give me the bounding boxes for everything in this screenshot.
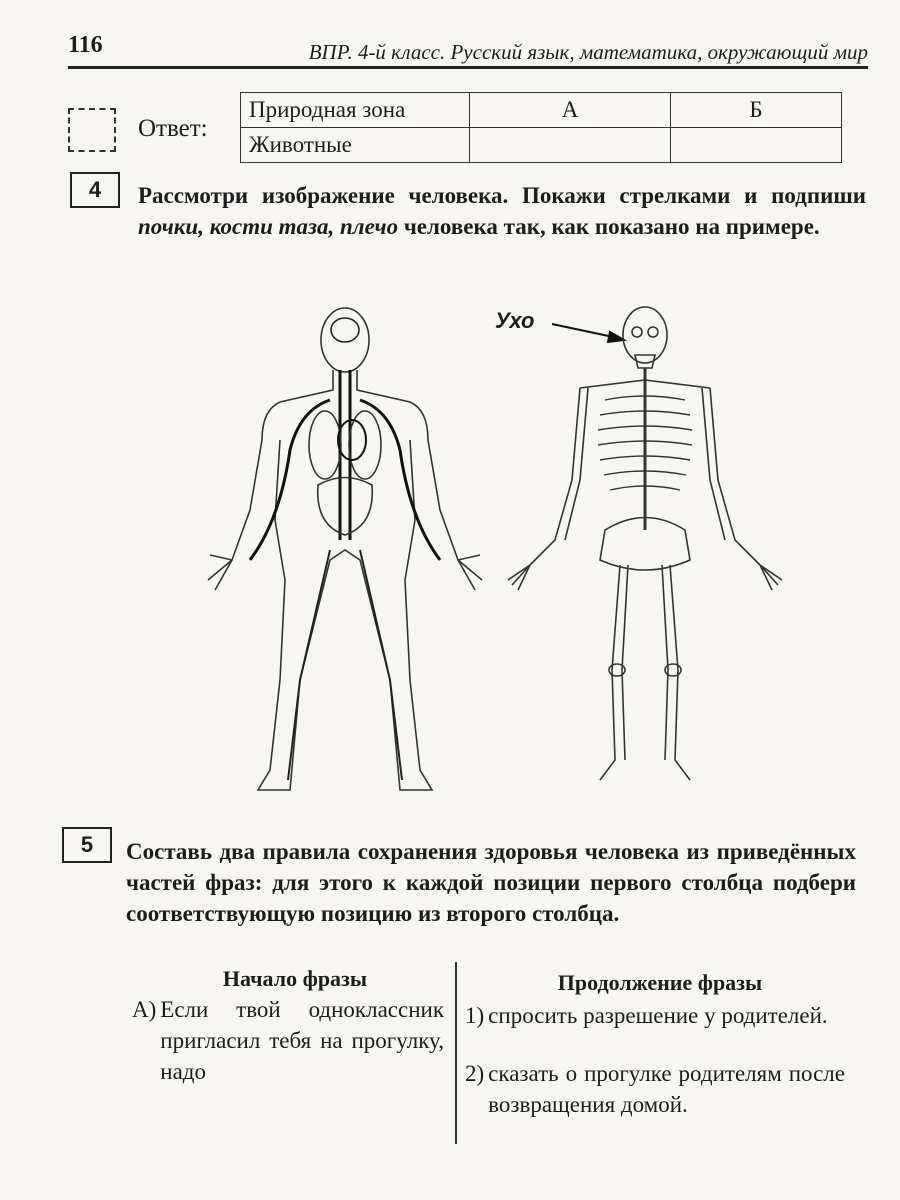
table-cell: Б: [671, 93, 842, 128]
item-text: сказать о прогулке родителям после возвращения домой.: [488, 1061, 845, 1117]
page-number: 116: [68, 32, 103, 58]
score-box: [68, 108, 116, 152]
task-number: 4: [70, 172, 120, 208]
list-item: [465, 1058, 845, 1120]
table-cell: Животные: [241, 128, 470, 163]
answer-label: Ответ:: [138, 115, 208, 142]
item-label: 2): [465, 1061, 485, 1086]
table-row: [241, 128, 842, 163]
task-number: 5: [62, 827, 112, 863]
right-column-header: Продолжение фразы: [557, 970, 763, 995]
task-4-text: [138, 180, 866, 242]
item-text: Если твой одноклассник пригласил тебя на прогулку, надо: [160, 997, 444, 1084]
ear-label: Ухо: [495, 308, 535, 333]
circulatory-body-figure: [208, 308, 482, 790]
task-text: Рассмотри изображение человека. Покажи стрелками и подпиши: [138, 183, 866, 208]
table-cell-answer[interactable]: [671, 128, 842, 163]
item-label: А): [132, 997, 157, 1022]
item-text: спросить разрешение у родителей.: [488, 1003, 828, 1028]
list-item: [132, 994, 444, 1087]
table-cell-answer[interactable]: [470, 128, 671, 163]
task-text-italic: почки, кости таза, плечо: [138, 214, 399, 239]
task-5-text: Составь два правила сохранения здоровья человека из приведённых частей фраз: для этого к каждой позиции первого столбца подбери соответствующую позицию из второго столбца.: [126, 839, 856, 926]
header-rule: [68, 66, 868, 69]
ear-arrow: [552, 324, 624, 342]
left-column-header: Начало фразы: [222, 966, 368, 991]
table-row: [241, 93, 842, 128]
column-divider: [455, 962, 457, 1144]
table-cell: А: [470, 93, 671, 128]
task-text: человека так, как показано на примере.: [398, 214, 820, 239]
skeleton-figure: [508, 307, 782, 780]
answer-table: [240, 92, 842, 163]
human-figures: [0, 280, 900, 810]
running-title: ВПР. 4-й класс. Русский язык, математика, окружающий мир: [308, 40, 868, 64]
list-item: [465, 1000, 845, 1031]
item-label: 1): [465, 1003, 485, 1028]
table-cell: Природная зона: [241, 93, 470, 128]
